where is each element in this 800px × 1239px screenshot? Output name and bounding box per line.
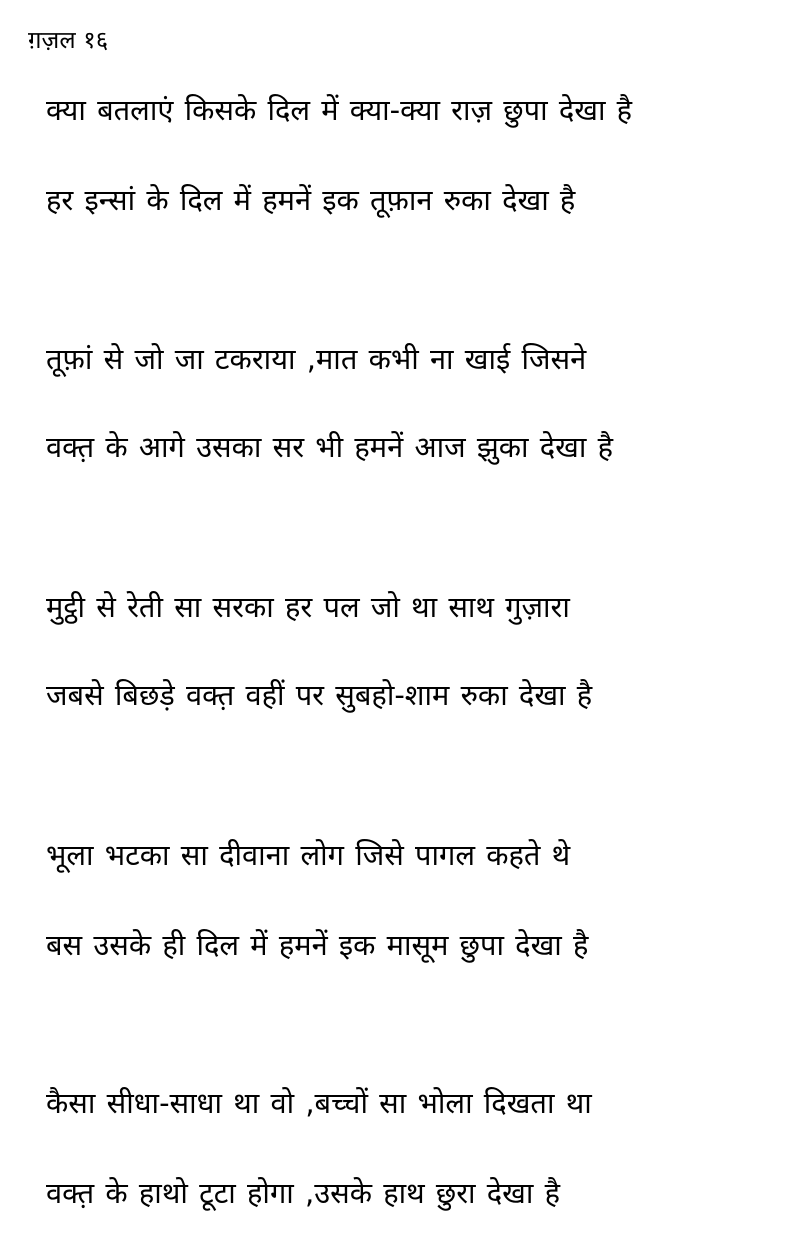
- stanza-1-line-2: हर इन्सां के दिल में हमनें इक तूफ़ान रुका देखा है: [46, 183, 576, 217]
- ghazal-title: ग़ज़ल १६: [28, 26, 109, 54]
- stanza-3-line-1: मुट्ठी से रेती सा सरका हर पल जो था साथ गुज़ारा: [46, 590, 570, 624]
- stanza-2-line-2: वक्त़ के आगे उसका सर भी हमनें आज झुका देखा है: [46, 430, 613, 464]
- stanza-5-line-1: कैसा सीधा-साधा था वो ,बच्चों सा भोला दिखता था: [46, 1086, 592, 1120]
- stanza-2-line-1: तूफ़ां से जो जा टकराया ,मात कभी ना खाई जिसने: [46, 342, 587, 376]
- stanza-4-line-1: भूला भटका सा दीवाना लोग जिसे पागल कहते थे: [46, 838, 571, 872]
- stanza-4-line-2: बस उसके ही दिल में हमनें इक मासूम छुपा देखा है: [46, 928, 589, 962]
- stanza-1-line-1: क्या बतलाएं किसके दिल में क्या-क्या राज़ छुपा देखा है: [46, 93, 633, 127]
- stanza-3-line-2: जबसे बिछड़े वक्त़ वहीं पर सुबहो-शाम रुका देखा है: [46, 678, 593, 712]
- stanza-5-line-2: वक्त़ के हाथो टूटा होगा ,उसके हाथ छुरा देखा है: [46, 1176, 561, 1210]
